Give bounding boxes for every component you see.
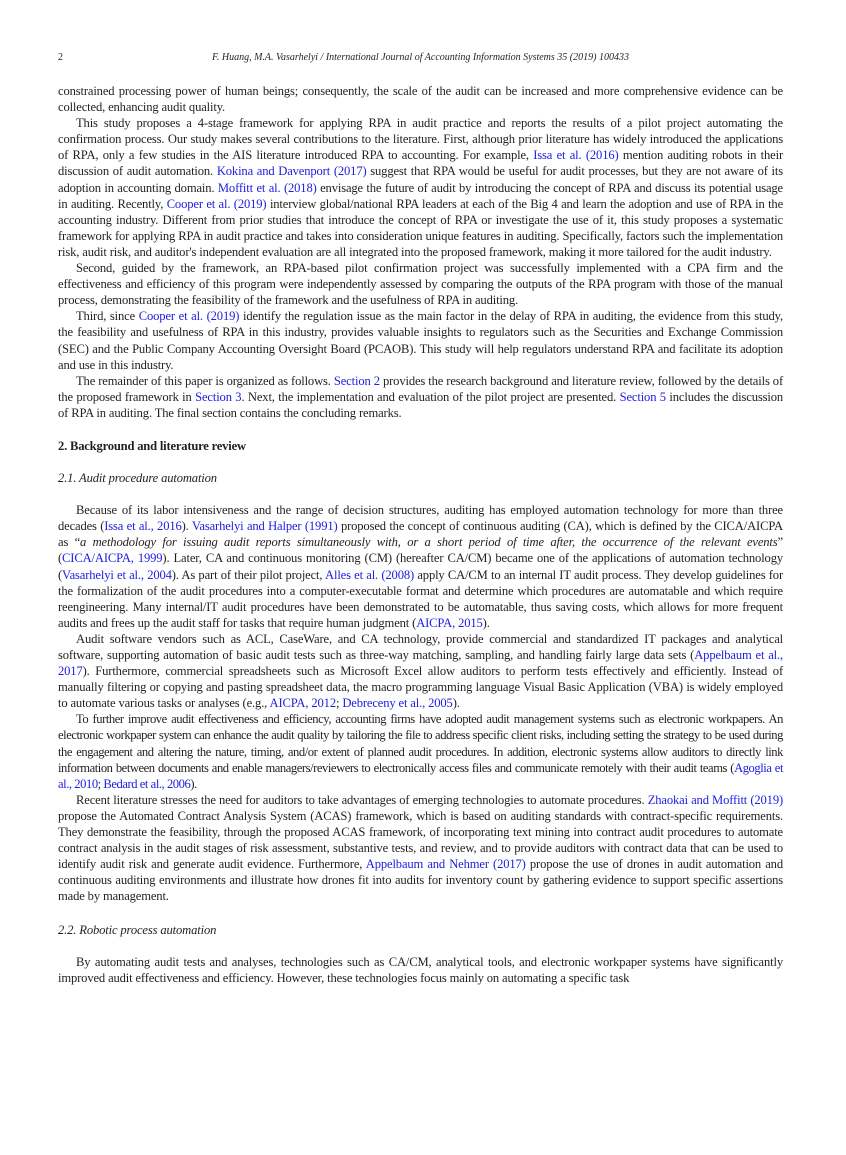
paragraph-emerging-technologies: Recent literature stresses the need for auditors to take advantages of emerging technologies to automate procedures. Zhaokai and Moffitt (2019) propose the Automated Contract Analysis System (ACAS) framework, which is based on auditing standards with contract-specific requirements. They demonstrate the feasibility, through the proposed ACAS framework, of incorporating text mining into contract audit procedures to automate contract analysis in the audit stages of risk assessment, substantive tests, and review, and to provide auditors with contract data that can be used to identify audit risk and generate audit evidence. Furthermore, Appelbaum and Nehmer (2017) propose the use of drones in audit automation and continuous auditing environments and illustrate how drones fit into audits for inventory count by gathering evidence to support specific assertions made by management. <box>58 792 784 904</box>
citation-link-cooper-2019[interactable]: Cooper et al. (2019) <box>166 196 267 211</box>
citation-link-bedard-2006[interactable]: Bedard et al., 2006 <box>103 776 191 791</box>
section-heading: 2. Background and literature review <box>58 438 246 453</box>
section-link-5[interactable]: Section 5 <box>619 389 666 404</box>
paragraph-rpa-intro: By automating audit tests and analyses, technologies such as CA/CM, analytical tools, and electronic workpaper systems have significantly improved audit effectiveness and efficiency. However, these technologies focus mainly on automating a specific task <box>58 954 783 985</box>
citation-link-vasarhelyi-halper-1991[interactable]: Vasarhelyi and Halper (1991) <box>191 519 338 534</box>
citation-link-vasarhelyi-2004[interactable]: Vasarhelyi et al., 2004 <box>62 567 172 582</box>
citation-link-appelbaum-2017[interactable]: Appelbaum et al., 2017 <box>58 648 783 679</box>
section-link-2[interactable]: Section 2 <box>333 373 380 388</box>
citation-link-issa-2016[interactable]: Issa et al., 2016 <box>104 519 182 534</box>
citation-link-cica-aicpa-1999[interactable]: CICA/AICPA, 1999 <box>62 551 163 566</box>
citation-link-appelbaum-nehmer-2017[interactable]: Appelbaum and Nehmer (2017) <box>365 857 526 872</box>
subsection-heading: 2.1. Audit procedure automation <box>58 471 217 486</box>
citation-link-alles-2008[interactable]: Alles et al. (2008) <box>325 567 415 582</box>
subsection-heading: 2.2. Robotic process automation <box>58 922 217 937</box>
paragraph-organization: The remainder of this paper is organized as follows. Section 2 provides the research background and literature review, followed by the details of the proposed framework in Section 3. Next, the implementation and evaluation of the pilot project are presented. Section 5 includes the discussion of RPA in auditing. The final section contains the concluding remarks. <box>58 373 784 420</box>
citation-link-kokina-davenport-2017[interactable]: Kokina and Davenport (2017) <box>216 164 367 179</box>
paragraph-second-contribution: Second, guided by the framework, an RPA-based pilot confirmation project was successfully implemented with a CPA firm and the effectiveness and efficiency of this program were independently assessed by comparing the outputs of the RPA program with those of the manual process, demonstrating the feasibility of the framework and the usefulness of RPA in auditing. <box>58 261 783 308</box>
paragraph-audit-automation: Because of its labor intensiveness and the range of decision structures, auditing has employed automation technology for more than three decades (Issa et al., 2016). Vasarhelyi and Halper (1991) proposed the concept of continuous auditing (CA), which is defined by the CICA/AICPA as “a methodology for issuing audit reports simultaneously with, or a short period of time after, the occurrence of the relevant events” (CICA/AICPA, 1999). Later, CA and continuous monitoring (CM) (hereafter CA/CM) became one of the applications of automation technology (Vasarhelyi et al., 2004). As part of their pilot project, Alles et al. (2008) apply CA/CM to an internal IT audit process. They develop guidelines for the formalization of the audit procedures into a computer-executable format and determine which procedures are automatable and which require reengineering. Many internal/IT audit procedures have been demonstrated to be automatable, thus saving costs, which allows for more frequent audits and frees up the audit staff for tasks that require human judgment (AICPA, 2015). <box>58 503 783 630</box>
journal-citation-line: F. Huang, M.A. Vasarhelyi / International Journal of Accounting Information Systems 35 (2019) 100433 <box>212 52 629 63</box>
quoted-definition: a methodology for issuing audit reports simultaneously with, or a short period of time after, the occurrence of the relevant events <box>80 535 778 550</box>
citation-link-moffitt-2018[interactable]: Moffitt et al. (2018) <box>217 180 317 195</box>
page-number: 2 <box>58 52 63 63</box>
running-header <box>58 52 783 68</box>
citation-link-issa-2016[interactable]: Issa et al. (2016) <box>533 148 619 163</box>
paragraph-electronic-workpapers: To further improve audit effectiveness and efficiency, accounting firms have adopted audit management systems such as electronic workpapers. An electronic workpaper system can enhance the audit quality by tailoring the file to address specific client risks, including setting the strategy to be used during the engagement and altering the nature, timing, and/or extent of planned audit procedures. In addition, electronic systems allow auditors to directly link information between documents and enable managers/reviewers to electronically access files and communicate remotely with their audit teams (Agoglia et al., 2010; Bedard et al., 2006). <box>58 712 783 791</box>
paragraph-audit-software: Audit software vendors such as ACL, CaseWare, and CA technology, provide commercial and standardized IT packages and analytical software, supporting automation of basic audit tests such as three-way matching, sampling, and handling fairly large data sets (Appelbaum et al., 2017). Furthermore, commercial spreadsheets such as Microsoft Excel allow auditors to perform tests effectively and efficiently. Instead of manually filtering or copying and pasting spreadsheet data, the macro programming language Visual Basic Application (VBA) is widely employed to automate various tasks or analyses (e.g., AICPA, 2012; Debreceny et al., 2005). <box>58 631 783 711</box>
paragraph-contributions: This study proposes a 4-stage framework for applying RPA in audit practice and reports the results of a pilot project automating the confirmation process. Our study makes several contributions to the literature. First, although prior literature has widely introduced the applications of RPA, only a few studies in the AIS literature introduced RPA to accounting. For example, Issa et al. (2016) mention auditing robots in their discussion of audit automation. Kokina and Davenport (2017) suggest that RPA would be useful for audit processes, but they are not aware of its adoption in accounting domain. Moffitt et al. (2018) envisage the future of audit by introducing the concept of RPA and discuss its potential usage in auditing. Recently, Cooper et al. (2019) interview global/national RPA leaders at each of the Big 4 and learn the adoption and use of RPA in the accounting industry. Different from prior studies that introduce the concept of RPA or investigate the use of it, this study proposes a systematic framework for applying RPA in audit practice and takes into consideration unique features in auditing. Specifically, factors such the implementation risk, audit risk, and auditor's independent evaluation are all integrated into the proposed framework, making it more tailored for the audit industry. <box>58 116 784 259</box>
citation-link-aicpa-2012[interactable]: AICPA, 2012 <box>269 696 336 711</box>
citation-link-debreceny-2005[interactable]: Debreceny et al., 2005 <box>342 696 453 711</box>
citation-link-aicpa-2015[interactable]: AICPA, 2015 <box>416 615 483 630</box>
article-body <box>58 83 783 986</box>
section-link-3[interactable]: Section 3 <box>195 389 242 404</box>
spacer <box>58 905 783 922</box>
citation-link-cooper-2019[interactable]: Cooper et al. (2019) <box>138 309 240 324</box>
citation-link-zhaokai-moffitt-2019[interactable]: Zhaokai and Moffitt (2019) <box>647 792 784 807</box>
paragraph-third-contribution: Third, since Cooper et al. (2019) identify the regulation issue as the main factor in the delay of RPA in auditing, the evidence from this study, the feasibility and usefulness of RPA in this industry, provides valuable insights to regulators such as the Securities and Exchange Commission (SEC) and the Public Company Accounting Oversight Board (PCAOB). This study will help regulators understand RPA and facilitate its adoption and use in this industry. <box>58 309 783 372</box>
citation-link-agoglia-2010[interactable]: Agoglia et al., 2010 <box>58 760 783 791</box>
paragraph-continued: constrained processing power of human beings; consequently, the scale of the audit can be increased and more comprehensive evidence can be collected, enhancing audit quality. <box>58 84 783 115</box>
